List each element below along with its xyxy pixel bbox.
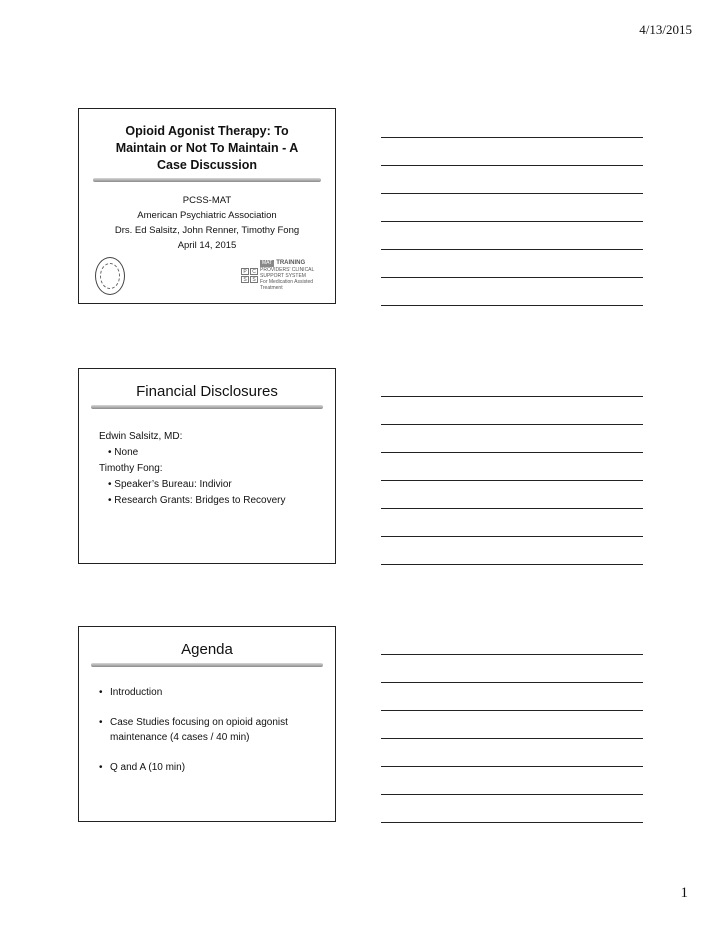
title-divider [91,405,323,409]
slide-financial-disclosures [78,368,336,564]
disclosure-item: • None [108,447,139,458]
disclosure-list [99,429,325,509]
presentation-info: PCSS-MAT American Psychiatric Association Drs. Ed Salsitz, John Renner, Timothy Fong April 14, 2015 [114,195,300,251]
agenda-item: • Introduction [99,687,163,698]
print-date: 4/13/2015 [639,22,692,37]
disclosure-heading: Timothy Fong: [99,463,163,474]
disclosure-heading: Edwin Salsitz, MD: [99,431,183,442]
agenda-item: • Q and A (10 min) [99,762,186,773]
agenda-item: • Case Studies focusing on opioid agonist maintenance (4 cases / 40 min) [99,717,288,743]
disclosure-item: • Research Grants: Bridges to Recovery [108,495,286,506]
disclosure-item: • Speaker’s Bureau: Indivior [108,479,232,490]
title-divider [91,663,323,667]
pcss-mat-logo: P C S S MAT TRAINING PROVIDERS' CLINICAL SUPPORT SYSTEM For Medication Assisted Treatment [241,267,325,283]
agenda-list [99,685,321,790]
slide-agenda [78,626,336,822]
page-number: 1 [680,885,688,901]
slide-3-title: Agenda [181,641,233,658]
title-divider [93,178,321,182]
association-seal-icon [95,257,125,295]
slide-2-title: Financial Disclosures [136,383,278,400]
slide-title [78,108,336,304]
slide-1-title: Opioid Agonist Therapy: To Maintain or Not To Maintain - A Case Discussion [115,124,299,172]
